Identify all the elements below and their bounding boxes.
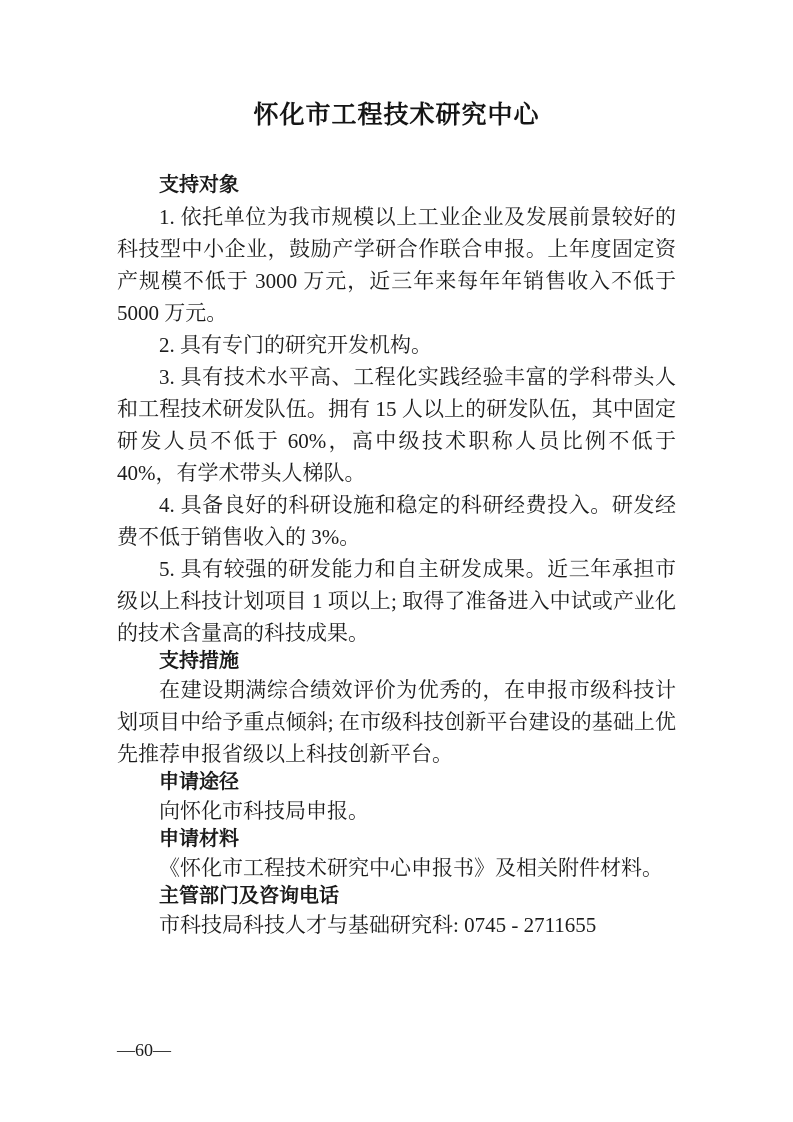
section-support-measures — [117, 645, 676, 770]
document-content — [117, 0, 676, 941]
paragraph-item-1: 1. 依托单位为我市规模以上工业企业及发展前景较好的科技型中小企业，鼓励产学研合作联合申报。上年度固定资产规模不低于 3000 万元，近三年来每年年销售收入不低于 5000 万元。 — [117, 205, 676, 325]
paragraph-item-4: 4. 具备良好的科研设施和稳定的科研经费投入。研发经费不低于销售收入的 3%。 — [117, 493, 676, 549]
section-heading-contact-department: 主管部门及咨询电话 — [159, 885, 339, 907]
document-title: 怀化市工程技术研究中心 — [253, 102, 540, 129]
page-number: —60— — [117, 1040, 171, 1060]
section-heading-application-channel: 申请途径 — [159, 771, 239, 793]
section-heading-support-measures: 支持措施 — [159, 650, 239, 672]
paragraph-application-channel: 向怀化市科技局申报。 — [159, 799, 369, 823]
paragraph-item-5: 5. 具有较强的研发能力和自主研发成果。近三年承担市级以上科技计划项目 1 项以上; 取得了准备进入中试或产业化的技术含量高的科技成果。 — [117, 557, 676, 645]
section-application-channel — [117, 766, 676, 827]
section-contact-department — [117, 880, 676, 941]
paragraph-support-measures: 在建设期满综合绩效评价为优秀的，在申报市级科技计划项目中给予重点倾斜; 在市级科技创新平台建设的基础上优先推荐申报省级以上科技创新平台。 — [117, 678, 676, 766]
paragraph-item-3: 3. 具有技术水平高、工程化实践经验丰富的学科带头人和工程技术研发队伍。拥有 15 人以上的研发队伍，其中固定研发人员不低于 60%，高中级技术职称人员比例不低于 40%，有学术带头人梯队。 — [117, 365, 676, 485]
paragraph-contact-phone: 市科技局科技人才与基础研究科: 0745 - 2711655 — [159, 913, 597, 937]
section-heading-support-targets: 支持对象 — [159, 174, 239, 196]
paragraph-application-materials: 《怀化市工程技术研究中心申报书》及相关附件材料。 — [159, 856, 663, 880]
section-heading-application-materials: 申请材料 — [159, 828, 239, 850]
section-support-targets — [117, 169, 676, 649]
paragraph-item-2: 2. 具有专门的研究开发机构。 — [159, 333, 432, 357]
section-application-materials — [117, 823, 676, 884]
